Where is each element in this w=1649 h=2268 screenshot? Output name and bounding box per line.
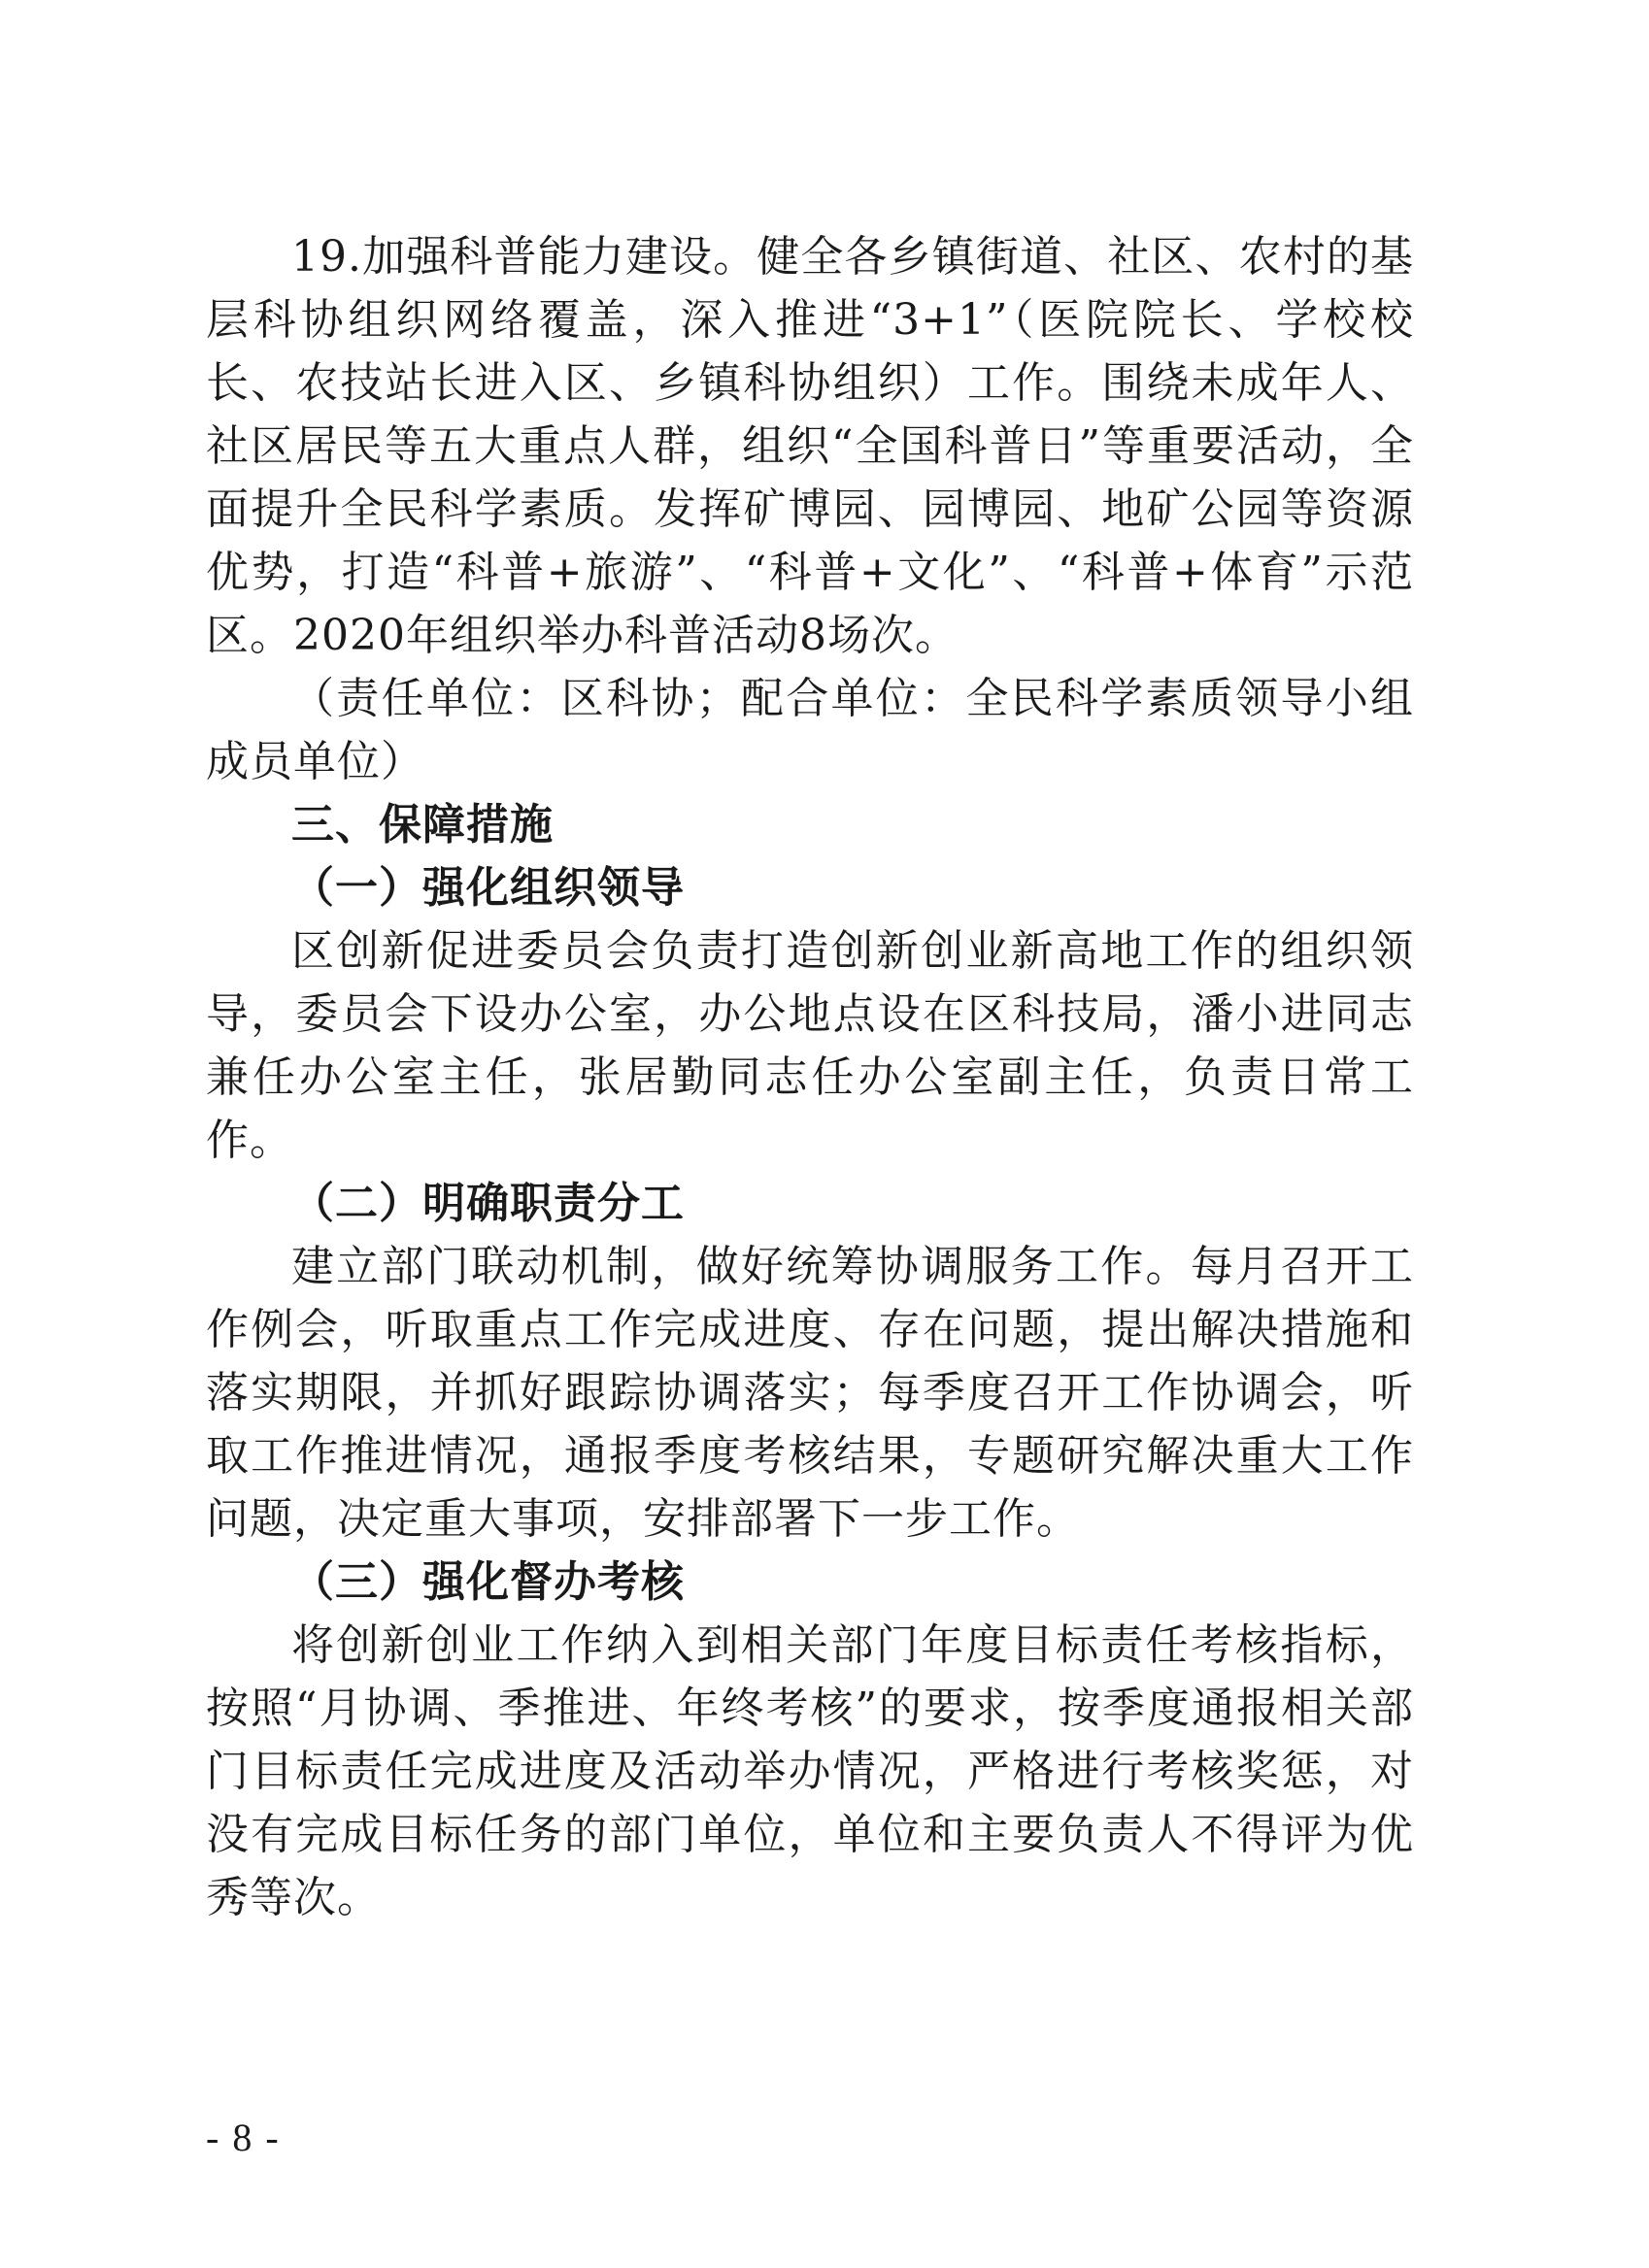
responsibility-note: （责任单位：区科协；配合单位：全民科学素质领导小组成员单位） — [206, 674, 1414, 786]
subsection-title-3: （三）强化督办考核 — [291, 1557, 685, 1607]
document-body — [206, 225, 1414, 1929]
subsection-body-3: 将创新创业工作纳入到相关部门年度目标责任考核指标，按照“月协调、季推进、年终考核”的要求，按季度通报相关部门目标责任完成进度及活动举办情况，严格进行考核奖惩，对没有完成目标任务的部门单位，单位和主要负责人不得评为优秀等次。 — [206, 1620, 1414, 1922]
page-number: - 8 - — [206, 2116, 281, 2159]
section-title-safeguards: 三、保障措施 — [291, 800, 554, 850]
subsection-title-2: （二）明确职责分工 — [291, 1179, 685, 1228]
subsection-body-1: 区创新促进委员会负责打造创新创业新高地工作的组织领导，委员会下设办公室，办公地点设在区科技局，潘小进同志兼任办公室主任，张居勤同志任办公室副主任，负责日常工作。 — [206, 926, 1414, 1165]
subsection-title-1: （一）强化组织领导 — [291, 863, 685, 913]
item-19-paragraph: 19.加强科普能力建设。健全各乡镇街道、社区、农村的基层科协组织网络覆盖，深入推进“3+1”（医院院长、学校校长、农技站长进入区、乡镇科协组织）工作。围绕未成年人、社区居民等五大重点人群，组织“全国科普日”等重要活动，全面提升全民科学素质。发挥矿博园、园博园、地矿公园等资源优势，打造“科普+旅游”、“科普+文化”、“科普+体育”示范区。2020年组织举办科普活动8场次。 — [206, 232, 1414, 660]
subsection-body-2: 建立部门联动机制，做好统筹协调服务工作。每月召开工作例会，听取重点工作完成进度、存在问题，提出解决措施和落实期限，并抓好跟踪协调落实；每季度召开工作协调会，听取工作推进情况，通报季度考核结果，专题研究解决重大工作问题，决定重大事项，安排部署下一步工作。 — [206, 1242, 1414, 1544]
